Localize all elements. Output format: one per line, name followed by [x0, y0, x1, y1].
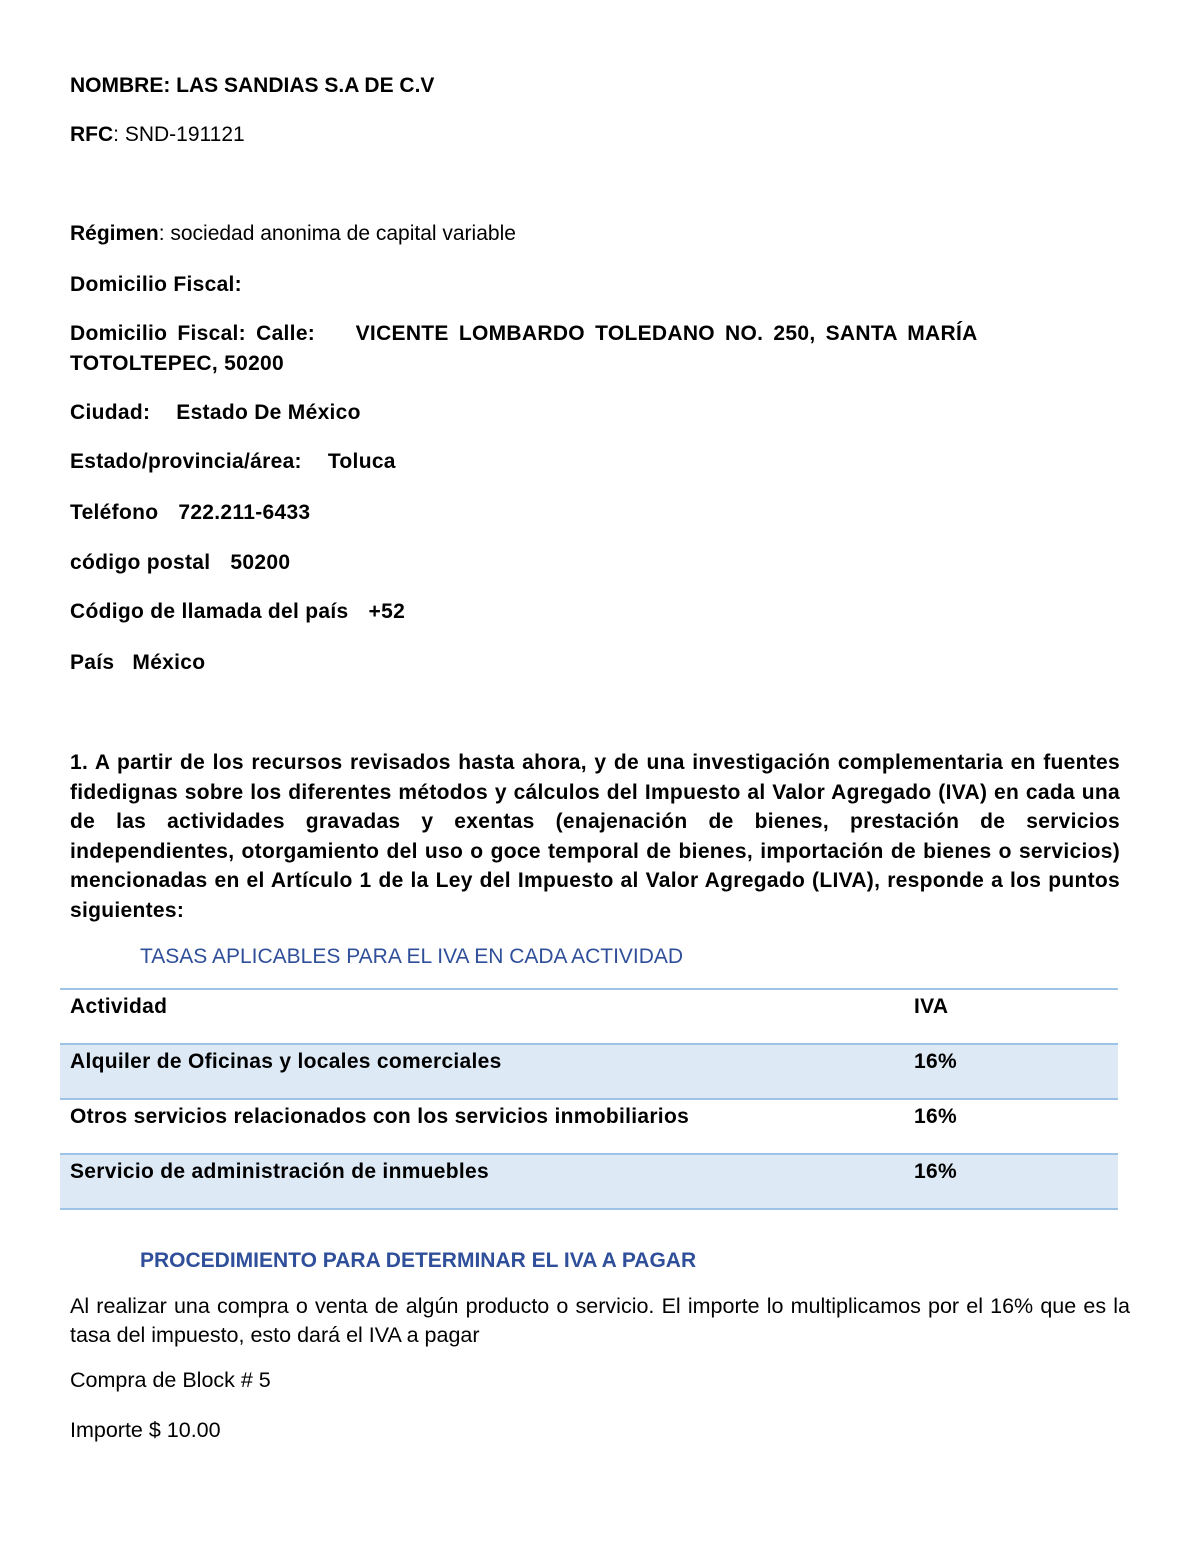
tasas-heading: TASAS APLICABLES PARA EL IVA EN CADA ACTIVIDAD: [140, 945, 684, 968]
domicilio-line-1: Domicilio Fiscal: Calle: VICENTE LOMBARDO TOLEDANO NO. 250, SANTA MARÍA: [70, 322, 978, 345]
pais-line: [70, 649, 205, 677]
table-row: [60, 1044, 1118, 1099]
rfc-line: [70, 121, 245, 149]
tasas-table: [60, 988, 1118, 1210]
ciudad-value: Estado De México: [176, 401, 361, 424]
rfc-label: RFC: [70, 123, 114, 146]
telefono-line: [70, 499, 310, 527]
domicilio-fiscal-heading: Domicilio Fiscal:: [70, 273, 242, 296]
table-row: [60, 1154, 1118, 1209]
nombre-label: NOMBRE:: [70, 74, 171, 97]
compra-line: Compra de Block # 5: [70, 1368, 271, 1392]
regimen-line: [70, 220, 516, 248]
ciudad-line: [70, 399, 361, 427]
pais-label: País: [70, 651, 115, 674]
ciudad-label: Ciudad:: [70, 401, 151, 424]
column-header-actividad: Actividad: [60, 989, 904, 1044]
iva-cell: 16%: [904, 1154, 1118, 1209]
table-row: [60, 1099, 1118, 1154]
procedimiento-paragraph: Al realizar una compra o venta de algún producto o servicio. El importe lo multiplicamos por el 16% que es la tasa del impuesto, esto dará el IVA a pagar: [70, 1294, 1130, 1347]
estado-label: Estado/provincia/área:: [70, 450, 302, 473]
importe-line: Importe $ 10.00: [70, 1418, 221, 1442]
actividad-cell: Alquiler de Oficinas y locales comerciales: [60, 1044, 904, 1099]
telefono-value: 722.211-6433: [178, 501, 311, 524]
iva-cell: 16%: [904, 1099, 1118, 1154]
domicilio-line-2: TOTOLTEPEC, 50200: [70, 352, 285, 375]
question-paragraph: 1. A partir de los recursos revisados hasta ahora, y de una investigación complementaria en fuentes fidedignas sobre los diferentes métodos y cálculos del Impuesto al Valor Agregado (IVA) en cada una de las actividades gravadas y exentas (enajenación de bienes, prestación de servicios independientes, otorgamiento del uso o goce temporal de bienes, importación de bienes o servicios) mencionadas en el Artículo 1 de la Ley del Impuesto al Valor Agregado (LIVA), responde a los puntos siguientes:: [70, 751, 1120, 922]
estado-value: Toluca: [327, 450, 396, 473]
iva-cell: 16%: [904, 1044, 1118, 1099]
telefono-label: Teléfono: [70, 501, 159, 524]
procedimiento-heading: PROCEDIMIENTO PARA DETERMINAR EL IVA A PAGAR: [140, 1249, 697, 1272]
nombre-value: LAS SANDIAS S.A DE C.V: [176, 74, 435, 97]
codigo-pais-value: +52: [368, 600, 406, 623]
actividad-cell: Otros servicios relacionados con los servicios inmobiliarios: [60, 1099, 904, 1154]
table-header-row: [60, 989, 1118, 1044]
codigo-pais-line: [70, 598, 405, 626]
codigo-postal-label: código postal: [70, 551, 211, 574]
estado-line: [70, 448, 396, 476]
column-header-iva: IVA: [904, 989, 1118, 1044]
regimen-label: Régimen: [70, 222, 159, 245]
nombre-line: [70, 72, 434, 100]
codigo-postal-value: 50200: [230, 551, 291, 574]
actividad-cell: Servicio de administración de inmuebles: [60, 1154, 904, 1209]
regimen-value: : sociedad anonima de capital variable: [158, 222, 516, 245]
codigo-pais-label: Código de llamada del país: [70, 600, 349, 623]
pais-value: México: [132, 651, 206, 674]
codigo-postal-line: [70, 549, 290, 577]
rfc-value: : SND-191121: [113, 123, 245, 146]
